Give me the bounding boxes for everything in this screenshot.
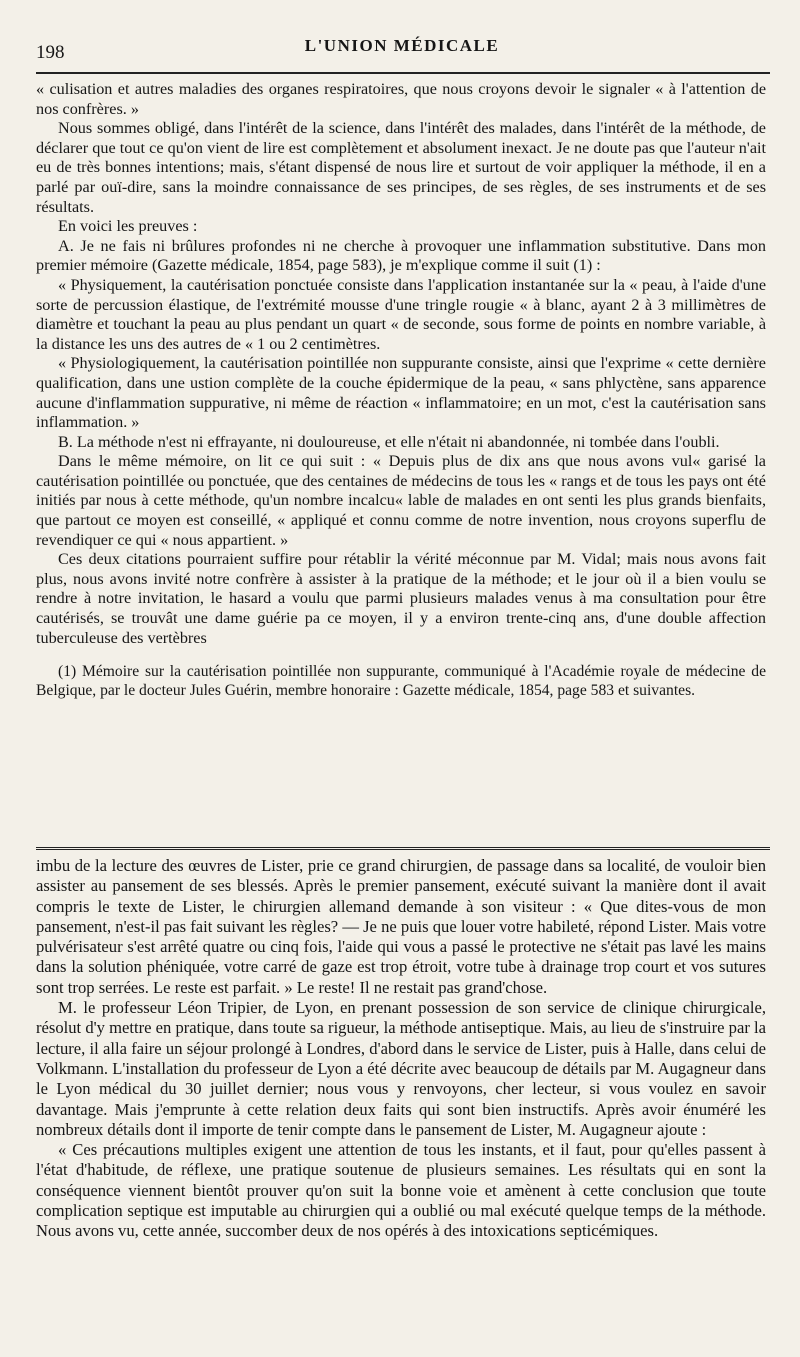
header-rule <box>36 72 770 74</box>
quote-paragraph: « Ces précautions multiples exigent une attention de tous les instants, et il faut, pour qu'elles passent à l'état d'habitude, de réflexe, une pratique soutenue de plusieurs semaines. Les résultats qui en sont la conséquence viennent bientôt prouver qu'on suit la bonne voie et amènent à cette conclusion que toute complication septique est imputable au chirurgien qui a oublié ou mal exécuté quelque temps de la méthode. Nous avons vu, cette année, succomber deux de nos opérés à des intoxications septicémiques. <box>36 1140 766 1241</box>
quote-paragraph: « Physiologiquement, la cautérisation pointillée non suppurante consiste, ainsi que l'exprime « cette dernière qualification, dans une ustion complète de la couche épidermique de la peau, « sans phlyctène, sans apparence aucune d'inflammation suppurative, ni même de réaction « inflammatoire; en un mot, c'est la cautérisation sans inflammation. » <box>36 354 766 432</box>
paragraph: Nous sommes obligé, dans l'intérêt de la science, dans l'intérêt des malades, dans l'intérêt de la méthode, de déclarer que tout ce qu'on vient de lire est complètement et absolument inexact. Je ne doute pas que l'auteur n'ait eu de très bonnes intentions; mais, s'étant dispensé de nous lire et surtout de voir appliquer la méthode, il en a parlé par ouï-dire, sans la moindre connaissance de ses principes, de ses règles, de ses instruments et de ses résultats. <box>36 119 766 216</box>
top-article-section <box>36 80 766 700</box>
page-number: 198 <box>36 42 65 63</box>
paragraph: Ces deux citations pourraient suffire pour rétablir la vérité méconnue par M. Vidal; mais nous avons fait plus, nous avons invité notre confrère à assister à la pratique de la méthode; et le jour où il a bien voulu se rendre à notre invitation, le hasard a voulu que parmi plusieurs malades venus à ma consultation pour être cautérisés, se trouvât une dame guérie pa ce moyen, il y a environ trente-cinq ans, d'une double affection tuberculeuse des vertèbres <box>36 550 766 647</box>
paragraph: B. La méthode n'est ni effrayante, ni douloureuse, et elle n'était ni abandonnée, ni tombée dans l'oubli. <box>58 432 720 451</box>
quote-paragraph: « Physiquement, la cautérisation ponctuée consiste dans l'application instantanée sur la « peau, à l'aide d'une sorte de percussion élastique, de l'extrémité mousse d'une tringle rougie « à blanc, ayant 2 à 3 millimètres de diamètre et touchant la peau au plus pendant un quart « de seconde, sous forme de points en nombre variable, à la distance les uns des autres de « 1 ou 2 centimètres. <box>36 275 766 353</box>
paragraph: A. Je ne fais ni brûlures profondes ni ne cherche à provoquer une inflammation substitutive. Dans mon premier mémoire (Gazette médicale, 1854, page 583), je m'explique comme il suit (1) : <box>36 236 766 275</box>
page-header <box>30 28 774 64</box>
paragraph: « culisation et autres maladies des organes respiratoires, que nous croyons devoir le signaler « à l'attention de nos confrères. » <box>36 80 766 118</box>
paragraph: imbu de la lecture des œuvres de Lister, prie ce grand chirurgien, de passage dans sa localité, de vouloir bien assister au pansement de ses blessés. Après le premier pansement, exécuté suivant la manière dont il avait compris le texte de Lister, le chirurgien allemand demande à son visiteur : « Que dites-vous de mon pansement, n'est-il pas fait suivant les règles? — Je ne puis que louer votre habileté, répond Lister. Mais votre pulvérisateur s'est arrêté quatre ou cinq fois, l'aide qui vous a passé le protective ne s'était pas lavé les mains dans la solution phéniquée, votre carré de gaze est trop étroit, votre tube à drainage trop court et vos sutures sont trop serrées. Le reste est parfait. » Le reste! Il ne restait pas grand'chose. <box>36 856 766 997</box>
paragraph: M. le professeur Léon Tripier, de Lyon, en prenant possession de son service de clinique chirurgicale, résolut d'y mettre en pratique, dans toute sa rigueur, la méthode antiseptique. Mais, au lieu de s'instruire par la lecture, il alla faire un séjour prolongé à Londres, d'abord dans le service de Lister, puis à Halle, dans celui de Volkmann. L'installation du professeur de Lyon a été décrite avec beaucoup de détails par M. Augagneur dans le Lyon médical du 30 juillet dernier; nous vous y renvoyons, cher lecteur, si vous voulez en savoir davantage. Mais j'emprunte à cette relation deux faits qui sont bien instructifs. Après avoir énuméré les nombreux détails dont il importe de tenir compte dans le pansement de Lister, M. Augagneur ajoute : <box>36 998 766 1139</box>
paragraph: En voici les preuves : <box>58 217 198 236</box>
section-divider <box>36 847 770 854</box>
running-title: L'UNION MÉDICALE <box>304 36 500 55</box>
footnote: (1) Mémoire sur la cautérisation pointillée non suppurante, communiqué à l'Académie royale de médecine de Belgique, par le docteur Jules Guérin, membre honoraire : Gazette médicale, 1854, page 583 et suivantes. <box>36 663 766 700</box>
paragraph: Dans le même mémoire, on lit ce qui suit : « Depuis plus de dix ans que nous avons vul« garisé la cautérisation pointillée ou ponctuée, que des centaines de médecins de tous les « rangs et de tous les pays ont été initiés par nous à cette méthode, qu'un nombre incalcu« lable de malades en ont senti les plus grands bienfaits, que partout ce moyen est conseillé, « appliqué et connu comme de notre invention, nous croyons superflu de revendiquer ce qui « nous appartient. » <box>36 452 766 549</box>
bottom-article-section <box>36 856 766 1242</box>
